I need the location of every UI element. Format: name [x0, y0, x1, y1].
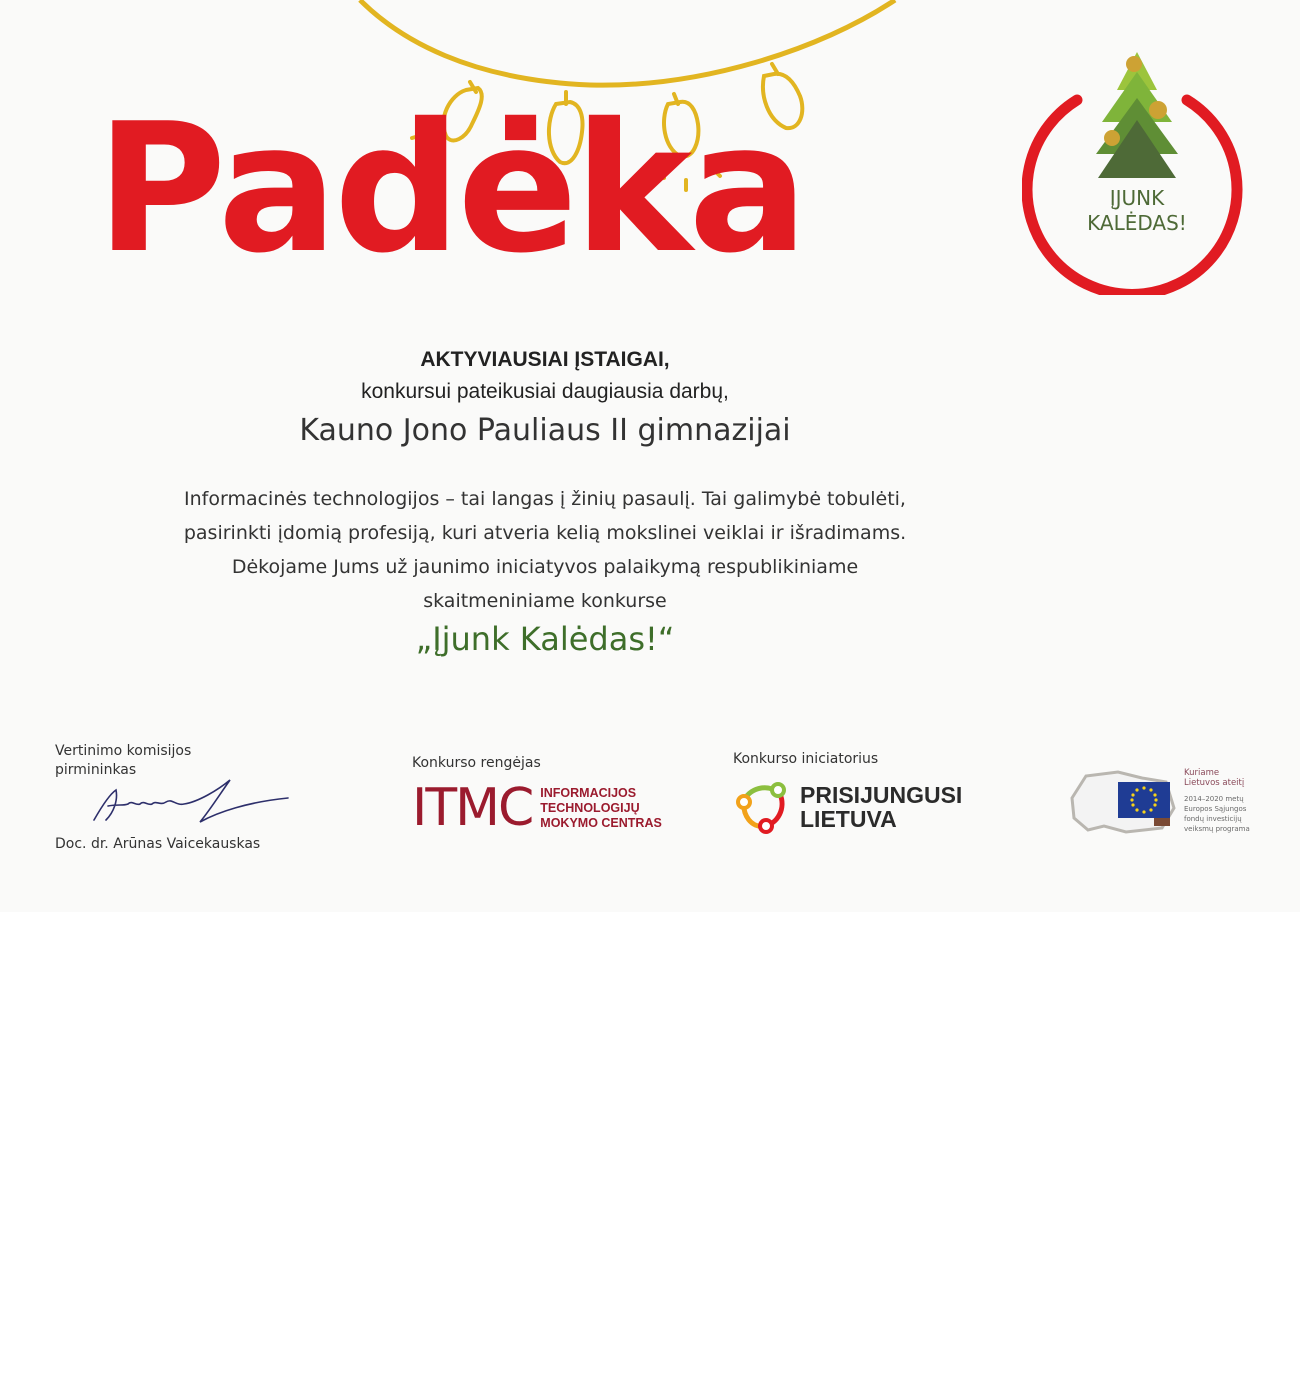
signature-role-line2: pirmininkas — [55, 762, 137, 778]
eu-funds-logo — [1066, 768, 1276, 840]
recipient-line1: AKTYVIAUSIAI ĮSTAIGAI, — [420, 348, 670, 371]
body-paragraph — [110, 482, 980, 618]
connected-nodes-icon — [734, 780, 790, 834]
christmas-tree-icon — [1096, 52, 1178, 178]
prisijungusi-lietuva-logo — [734, 780, 962, 834]
lithuania-map-icon — [1066, 768, 1181, 838]
eu-line1: Kuriame — [1184, 768, 1220, 778]
badge-line2: KALĖDAS! — [1087, 211, 1187, 235]
eu-small3: fondų investicijų — [1184, 815, 1242, 823]
handwritten-signature — [88, 776, 298, 832]
itmc-logo-text — [540, 786, 662, 831]
initiator-label: Konkurso iniciatorius — [733, 751, 879, 767]
signature-role — [55, 742, 191, 780]
eu-small2: Europos Sąjungos — [1184, 805, 1247, 813]
eu-line2: Lietuvos ateitį — [1184, 778, 1245, 788]
itmc-logo — [412, 780, 662, 836]
itmc-text-line2: TECHNOLOGIJŲ — [540, 800, 640, 815]
body-line: skaitmeniniame konkurse — [423, 590, 667, 612]
badge-line1: ĮJUNK — [1109, 186, 1165, 210]
itmc-logo-mark: ITMC — [412, 778, 533, 838]
pl-text-line1: PRISIJUNGUSI — [800, 782, 963, 808]
body-line: Informacinės technologijos – tai langas į žinių pasaulį. Tai galimybė tobulėti, — [184, 488, 906, 510]
signature-role-line1: Vertinimo komisijos — [55, 743, 192, 759]
itmc-text-line3: MOKYMO CENTRAS — [540, 815, 662, 830]
recipient-line2: konkursui pateikusiai daugiausia darbų, — [361, 380, 729, 403]
contest-name: „Įjunk Kalėdas!“ — [415, 620, 675, 658]
eu-funds-text — [1184, 768, 1250, 834]
eu-small4: veiksmų programa — [1184, 825, 1250, 833]
pl-text-line2: LIETUVA — [800, 806, 897, 832]
body-line: pasirinkti įdomią profesiją, kuri atveria kelią mokslinei veiklai ir išradimams. — [183, 522, 907, 544]
itmc-text-line1: INFORMACIJOS — [540, 785, 637, 800]
recipient-name: Kauno Jono Pauliaus II gimnazijai — [299, 413, 791, 448]
prisijungusi-lietuva-text — [800, 783, 962, 831]
body-line: Dėkojame Jums už jaunimo iniciatyvos palaikymą respublikiniame — [231, 556, 859, 578]
ijunk-kaledas-badge — [1022, 50, 1252, 295]
organizer-label: Konkurso rengėjas — [412, 755, 541, 771]
page-title: Padėka — [96, 85, 805, 292]
eu-small1: 2014–2020 metų — [1184, 795, 1244, 803]
signature-name: Doc. dr. Arūnas Vaicekauskas — [55, 836, 261, 852]
